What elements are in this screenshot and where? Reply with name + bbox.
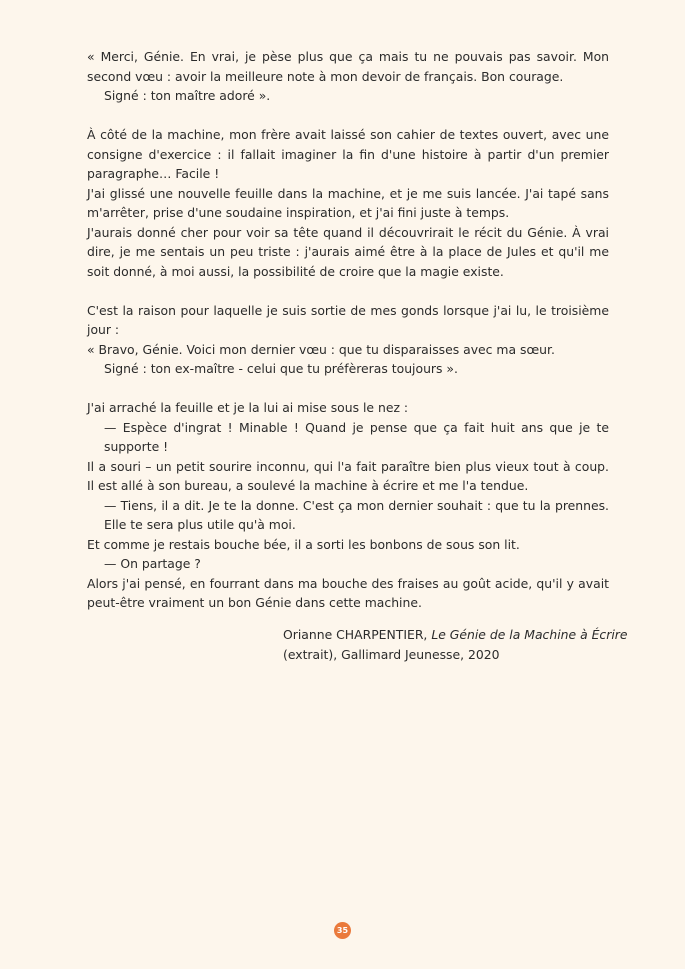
paragraph: J'aurais donné cher pour voir sa tête quand il découvrirait le récit du Génie. À vrai dire, je me sentais un peu triste : j'aurais aimé être à la place de Jules et qu'il me soit donné, à moi aussi, la possibilité de croire que la magie existe. — [87, 224, 609, 279]
paragraph: J'ai glissé une nouvelle feuille dans la machine, et je me suis lancée. J'ai tapé sans m'arrêter, prise d'une soudaine inspiration, et j'ai fini juste à temps. — [87, 185, 609, 220]
paragraph: Signé : ton maître adoré ». — [104, 88, 271, 103]
paragraph-gap — [87, 379, 609, 399]
credit-details: (extrait), Gallimard Jeunesse, 2020 — [283, 646, 500, 662]
paragraph: « Merci, Génie. En vrai, je pèse plus que ça mais tu ne pouvais pas savoir. Mon second vœu : avoir la meilleure note à mon devoir de français. Bon courage. — [87, 49, 609, 84]
paragraph: Signé : ton ex-maître - celui que tu préfèreras toujours ». — [104, 361, 458, 376]
credit-author: Orianne CHARPENTIER, — [283, 627, 432, 642]
paragraph: « Bravo, Génie. Voici mon dernier vœu : que tu disparaisses avec ma sœur. — [87, 341, 555, 357]
page-number-badge: 35 — [334, 922, 351, 939]
paragraph: Alors j'ai pensé, en fourrant dans ma bouche des fraises au goût acide, qu'il y avait peut-être vraiment un bon Génie dans cette machine. — [87, 575, 609, 610]
dialogue-line: — On partage ? — [104, 556, 201, 571]
text-body — [87, 47, 609, 613]
paragraph: Et comme je restais bouche bée, il a sorti les bonbons de sous son lit. — [87, 536, 520, 552]
credit-title: Le Génie de la Machine à Écrire — [431, 627, 628, 642]
paragraph: J'ai arraché la feuille et je la lui ai mise sous le nez : — [87, 400, 409, 415]
paragraph-gap — [87, 106, 609, 126]
paragraph-gap — [87, 281, 609, 301]
dialogue-line: — Tiens, il a dit. Je te la donne. C'est ça mon dernier souhait : que tu la prennes. Elle te sera plus utile qu'à moi. — [104, 497, 609, 532]
paragraph: Il a souri – un petit sourire inconnu, qui l'a fait paraître bien plus vieux tout à coup. Il est allé à son bureau, a soulevé la machine à écrire et me l'a tendue. — [87, 458, 609, 493]
paragraph: C'est la raison pour laquelle je suis sortie de mes gonds lorsque j'ai lu, le troisième jour : — [87, 302, 609, 337]
source-credit — [283, 625, 628, 664]
paragraph: À côté de la machine, mon frère avait laissé son cahier de textes ouvert, avec une consigne d'exercice : il fallait imaginer la fin d'une histoire à partir d'un premier paragraphe… Facile ! — [87, 127, 609, 181]
dialogue-line: — Espèce d'ingrat ! Minable ! Quand je pense que ça fait huit ans que je te supporte ! — [104, 419, 609, 454]
